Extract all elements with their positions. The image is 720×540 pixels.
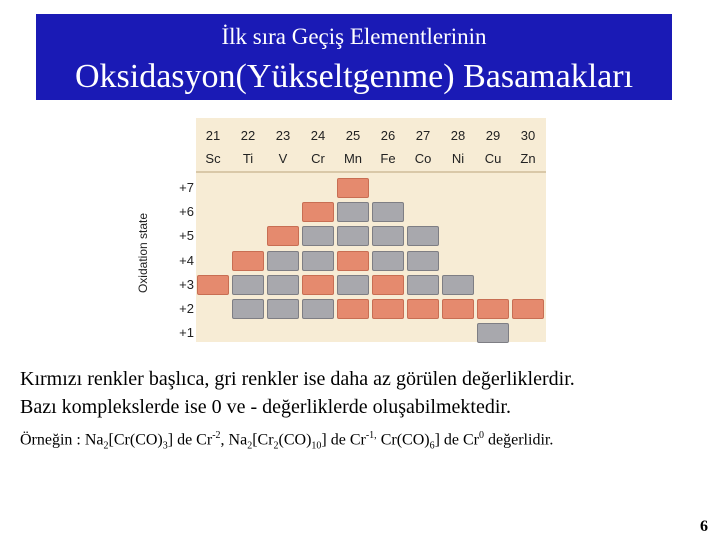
cell-cr-plus4 (302, 251, 334, 271)
y-axis-label: Oxidation state (136, 212, 150, 294)
cell-co-plus3 (407, 275, 439, 295)
row-label-plus4: +4 (179, 252, 194, 268)
example-sup-2: -1, (365, 430, 377, 441)
cell-ti-plus3 (232, 275, 264, 295)
cell-mn-plus4 (337, 251, 369, 271)
example-sub-3: 2 (247, 440, 253, 452)
row-label-plus3: +3 (179, 276, 194, 292)
cell-zn-plus2 (512, 299, 544, 319)
cell-mn-plus5 (337, 226, 369, 246)
cell-fe-plus5 (372, 226, 404, 246)
row-label-plus5: +5 (179, 228, 194, 244)
cell-v-plus2 (267, 299, 299, 319)
cell-mn-plus2 (337, 299, 369, 319)
example-part-9: değerlidir. (484, 431, 554, 449)
element-symbol-ti: Ti (242, 151, 254, 166)
element-symbol-mn: Mn (343, 151, 363, 166)
cell-cu-plus2 (477, 299, 509, 319)
atomic-number-v: 23 (275, 128, 291, 143)
cell-ti-plus2 (232, 299, 264, 319)
cell-fe-plus3 (372, 275, 404, 295)
cell-ti-plus4 (232, 251, 264, 271)
example-part-4: [Cr (252, 431, 274, 449)
description-line-1: Kırmızı renkler başlıca, gri renkler ise daha az görülen değerliklerdir. (20, 368, 575, 390)
oxidation-state-chart (136, 118, 552, 342)
cell-co-plus2 (407, 299, 439, 319)
atomic-number-sc: 21 (205, 128, 221, 143)
cell-v-plus4 (267, 251, 299, 271)
element-symbol-ni: Ni (451, 151, 465, 166)
cell-v-plus3 (267, 275, 299, 295)
title-banner (36, 14, 672, 100)
cell-co-plus4 (407, 251, 439, 271)
example-sub-5: 10 (311, 440, 322, 452)
cell-mn-plus7 (337, 178, 369, 198)
description-line-2: Bazı komplekslerde ise 0 ve - değerliklerde oluşabilmektedir. (20, 396, 511, 418)
example-line (20, 430, 553, 452)
row-label-plus6: +6 (179, 204, 194, 220)
row-label-plus7: +7 (179, 180, 194, 195)
cell-ni-plus2 (442, 299, 474, 319)
example-part-2: ] de Cr (167, 431, 213, 449)
row-label-plus1: +1 (179, 325, 194, 341)
cell-cr-plus3 (302, 275, 334, 295)
element-symbol-zn: Zn (520, 151, 536, 166)
element-symbol-co: Co (414, 151, 432, 166)
cell-cu-plus1 (477, 323, 509, 343)
atomic-number-cu: 29 (485, 128, 501, 143)
page-number: 6 (700, 518, 708, 535)
example-part-7: Cr(CO) (376, 431, 430, 449)
atomic-number-fe: 26 (380, 128, 396, 143)
example-sub-1: 2 (103, 440, 109, 452)
cell-co-plus5 (407, 226, 439, 246)
example-sup-1: -2 (212, 430, 221, 441)
atomic-number-ni: 28 (450, 128, 466, 143)
cell-cr-plus2 (302, 299, 334, 319)
cell-mn-plus3 (337, 275, 369, 295)
cell-mn-plus6 (337, 202, 369, 222)
cell-fe-plus2 (372, 299, 404, 319)
element-symbol-cu: Cu (484, 151, 502, 166)
cell-sc-plus3 (197, 275, 229, 295)
atomic-number-zn: 30 (520, 128, 536, 143)
example-sub-2: 3 (162, 440, 168, 452)
cell-cr-plus6 (302, 202, 334, 222)
cell-fe-plus6 (372, 202, 404, 222)
atomic-number-co: 27 (415, 128, 431, 143)
example-part-5: (CO) (278, 431, 312, 449)
atomic-number-ti: 22 (240, 128, 256, 143)
example-part-1: [Cr(CO) (108, 431, 163, 449)
example-part-3: , Na (220, 431, 248, 449)
element-symbol-cr: Cr (311, 151, 325, 166)
cell-cr-plus5 (302, 226, 334, 246)
row-label-plus2: +2 (179, 301, 194, 316)
cell-ni-plus3 (442, 275, 474, 295)
element-symbol-v: V (278, 151, 288, 166)
title-line-2: Oksidasyon(Yükseltgenme) Basamakları (74, 58, 634, 95)
cell-fe-plus4 (372, 251, 404, 271)
element-symbol-fe: Fe (380, 151, 396, 166)
example-prefix: Örneğin : Na (20, 431, 104, 449)
example-sub-6: 6 (429, 440, 435, 452)
example-part-8: ] de Cr (434, 431, 480, 449)
example-sub-4: 2 (273, 440, 279, 452)
atomic-number-cr: 24 (310, 128, 326, 143)
cell-v-plus5 (267, 226, 299, 246)
atomic-number-mn: 25 (345, 128, 361, 143)
header-divider (196, 171, 546, 173)
example-part-6: ] de Cr (321, 431, 366, 449)
example-sup-3: 0 (479, 430, 485, 441)
element-symbol-sc: Sc (205, 151, 221, 166)
title-line-1: İlk sıra Geçiş Elementlerinin (221, 24, 487, 49)
